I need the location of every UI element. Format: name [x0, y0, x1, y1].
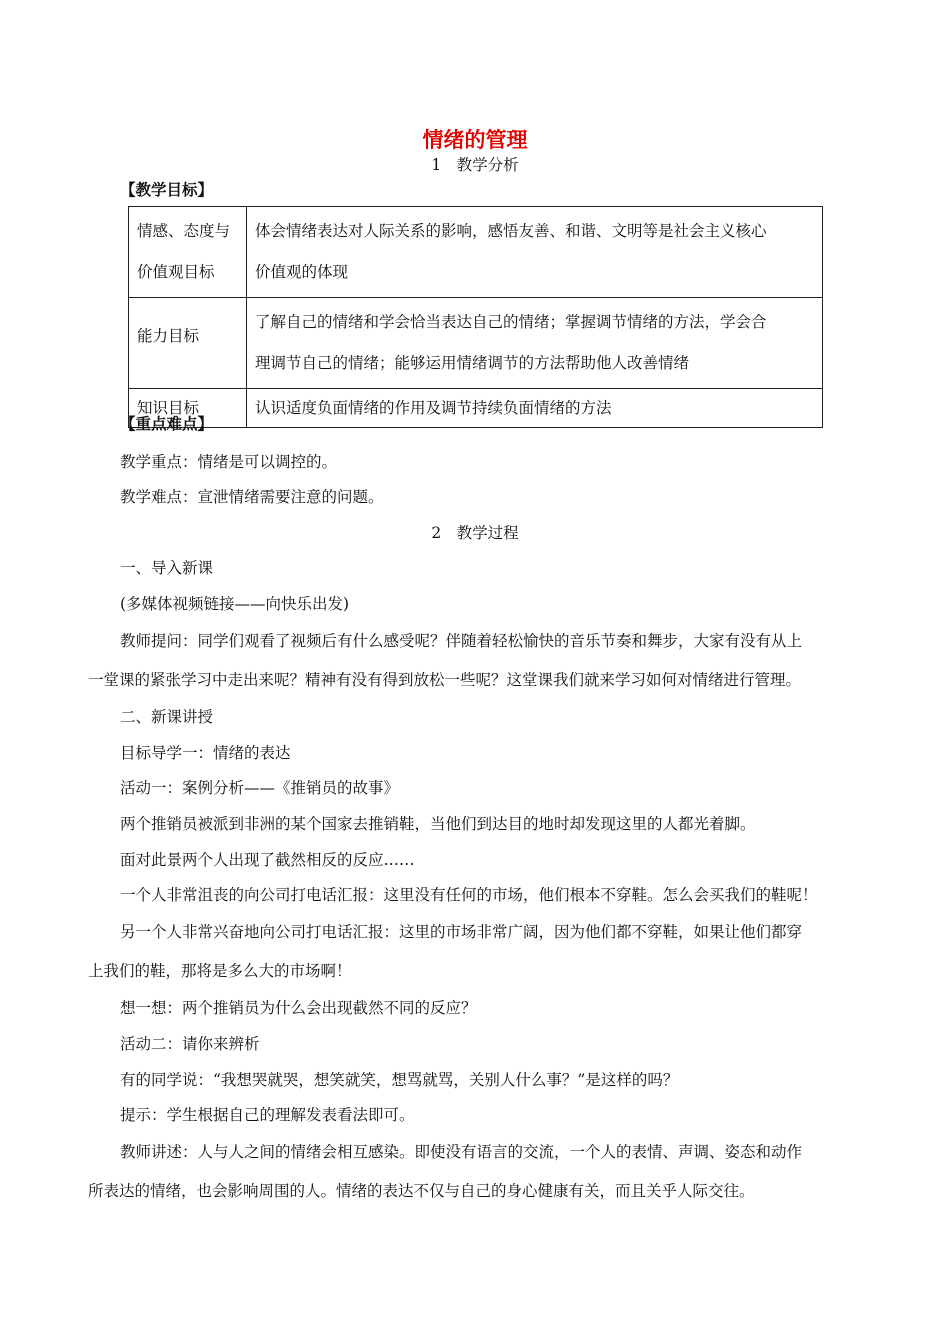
table-row — [129, 389, 823, 428]
goal-label-cell — [129, 207, 247, 298]
goal-text-cell — [247, 298, 823, 389]
goal-text-cell — [247, 207, 823, 298]
document-title: 情绪的管理 — [422, 128, 528, 152]
goal-text-cell — [247, 389, 823, 428]
goal-label: 能力目标 — [137, 327, 200, 345]
paragraph: 另一个人非常兴奋地向公司打电话汇报：这里的市场非常广阔，因为他们都不穿鞋，如果让他们都穿 — [120, 923, 803, 941]
key-point: 教学重点：情绪是可以调控的。 — [120, 453, 338, 471]
goal-text: 理调节自己的情绪；能够运用情绪调节的方法帮助他人改善情绪 — [255, 354, 690, 372]
goal-text: 体会情绪表达对人际关系的影响，感悟友善、和谐、文明等是社会主义核心 — [255, 222, 767, 240]
goal-label: 知识目标 — [137, 399, 200, 417]
paragraph: 教师讲述：人与人之间的情绪会相互感染。即使没有语言的交流，一个人的表情、声调、姿态和动作 — [120, 1143, 803, 1161]
paragraph: 面对此景两个人出现了截然相反的反应…… — [120, 851, 415, 869]
paragraph: 活动一：案例分析——《推销员的故事》 — [120, 779, 400, 797]
paragraph: 两个推销员被派到非洲的某个国家去推销鞋，当他们到达目的地时却发现这里的人都光着脚。 — [120, 815, 756, 833]
difficulty-point: 教学难点：宣泄情绪需要注意的问题。 — [120, 488, 384, 506]
goal-text: 认识适度负面情绪的作用及调节持续负面情绪的方法 — [255, 399, 612, 417]
paragraph: 一堂课的紧张学习中走出来呢？精神有没有得到放松一些呢？这堂课我们就来学习如何对情绪进行管理。 — [88, 671, 802, 689]
goal-label: 价值观目标 — [137, 263, 215, 281]
paragraph: 一、导入新课 — [120, 559, 214, 577]
paragraph: 上我们的鞋，那将是多么大的市场啊！ — [88, 962, 352, 980]
goal-label: 情感、态度与 — [137, 222, 231, 240]
paragraph: 想一想：两个推销员为什么会出现截然不同的反应？ — [120, 999, 477, 1017]
paragraph: 目标导学一：情绪的表达 — [120, 744, 291, 762]
paragraph: 二、新课讲授 — [120, 708, 214, 726]
paragraph: (多媒体视频链接——向快乐出发) — [120, 595, 350, 613]
paragraph: 一个人非常沮丧的向公司打电话汇报：这里没有任何的市场，他们根本不穿鞋。怎么会买我们的鞋呢！ — [120, 886, 818, 904]
paragraph: 有的同学说：“我想哭就哭，想笑就笑，想骂就骂，关别人什么事？”是这样的吗？ — [120, 1071, 679, 1089]
paragraph: 教师提问：同学们观看了视频后有什么感受呢？伴随着轻松愉快的音乐节奏和舞步，大家有没有从上 — [120, 632, 803, 650]
table-row — [129, 298, 823, 389]
paragraph: 提示：学生根据自己的理解发表看法即可。 — [120, 1106, 415, 1124]
goal-label-cell — [129, 298, 247, 389]
key-points-heading: 【重点难点】 — [120, 414, 214, 433]
section-heading-analysis: 1 教学分析 — [431, 156, 519, 174]
goals-heading: 【教学目标】 — [120, 180, 214, 199]
table-row — [129, 207, 823, 298]
paragraph: 所表达的情绪，也会影响周围的人。情绪的表达不仅与自己的身心健康有关，而且关乎人际交往。 — [88, 1182, 755, 1200]
goals-table — [128, 206, 823, 428]
paragraph: 活动二：请你来辨析 — [120, 1035, 260, 1053]
goal-text: 了解自己的情绪和学会恰当表达自己的情绪；掌握调节情绪的方法，学会合 — [255, 313, 767, 331]
section-heading-process: 2 教学过程 — [431, 524, 519, 542]
goal-text: 价值观的体现 — [255, 263, 349, 281]
